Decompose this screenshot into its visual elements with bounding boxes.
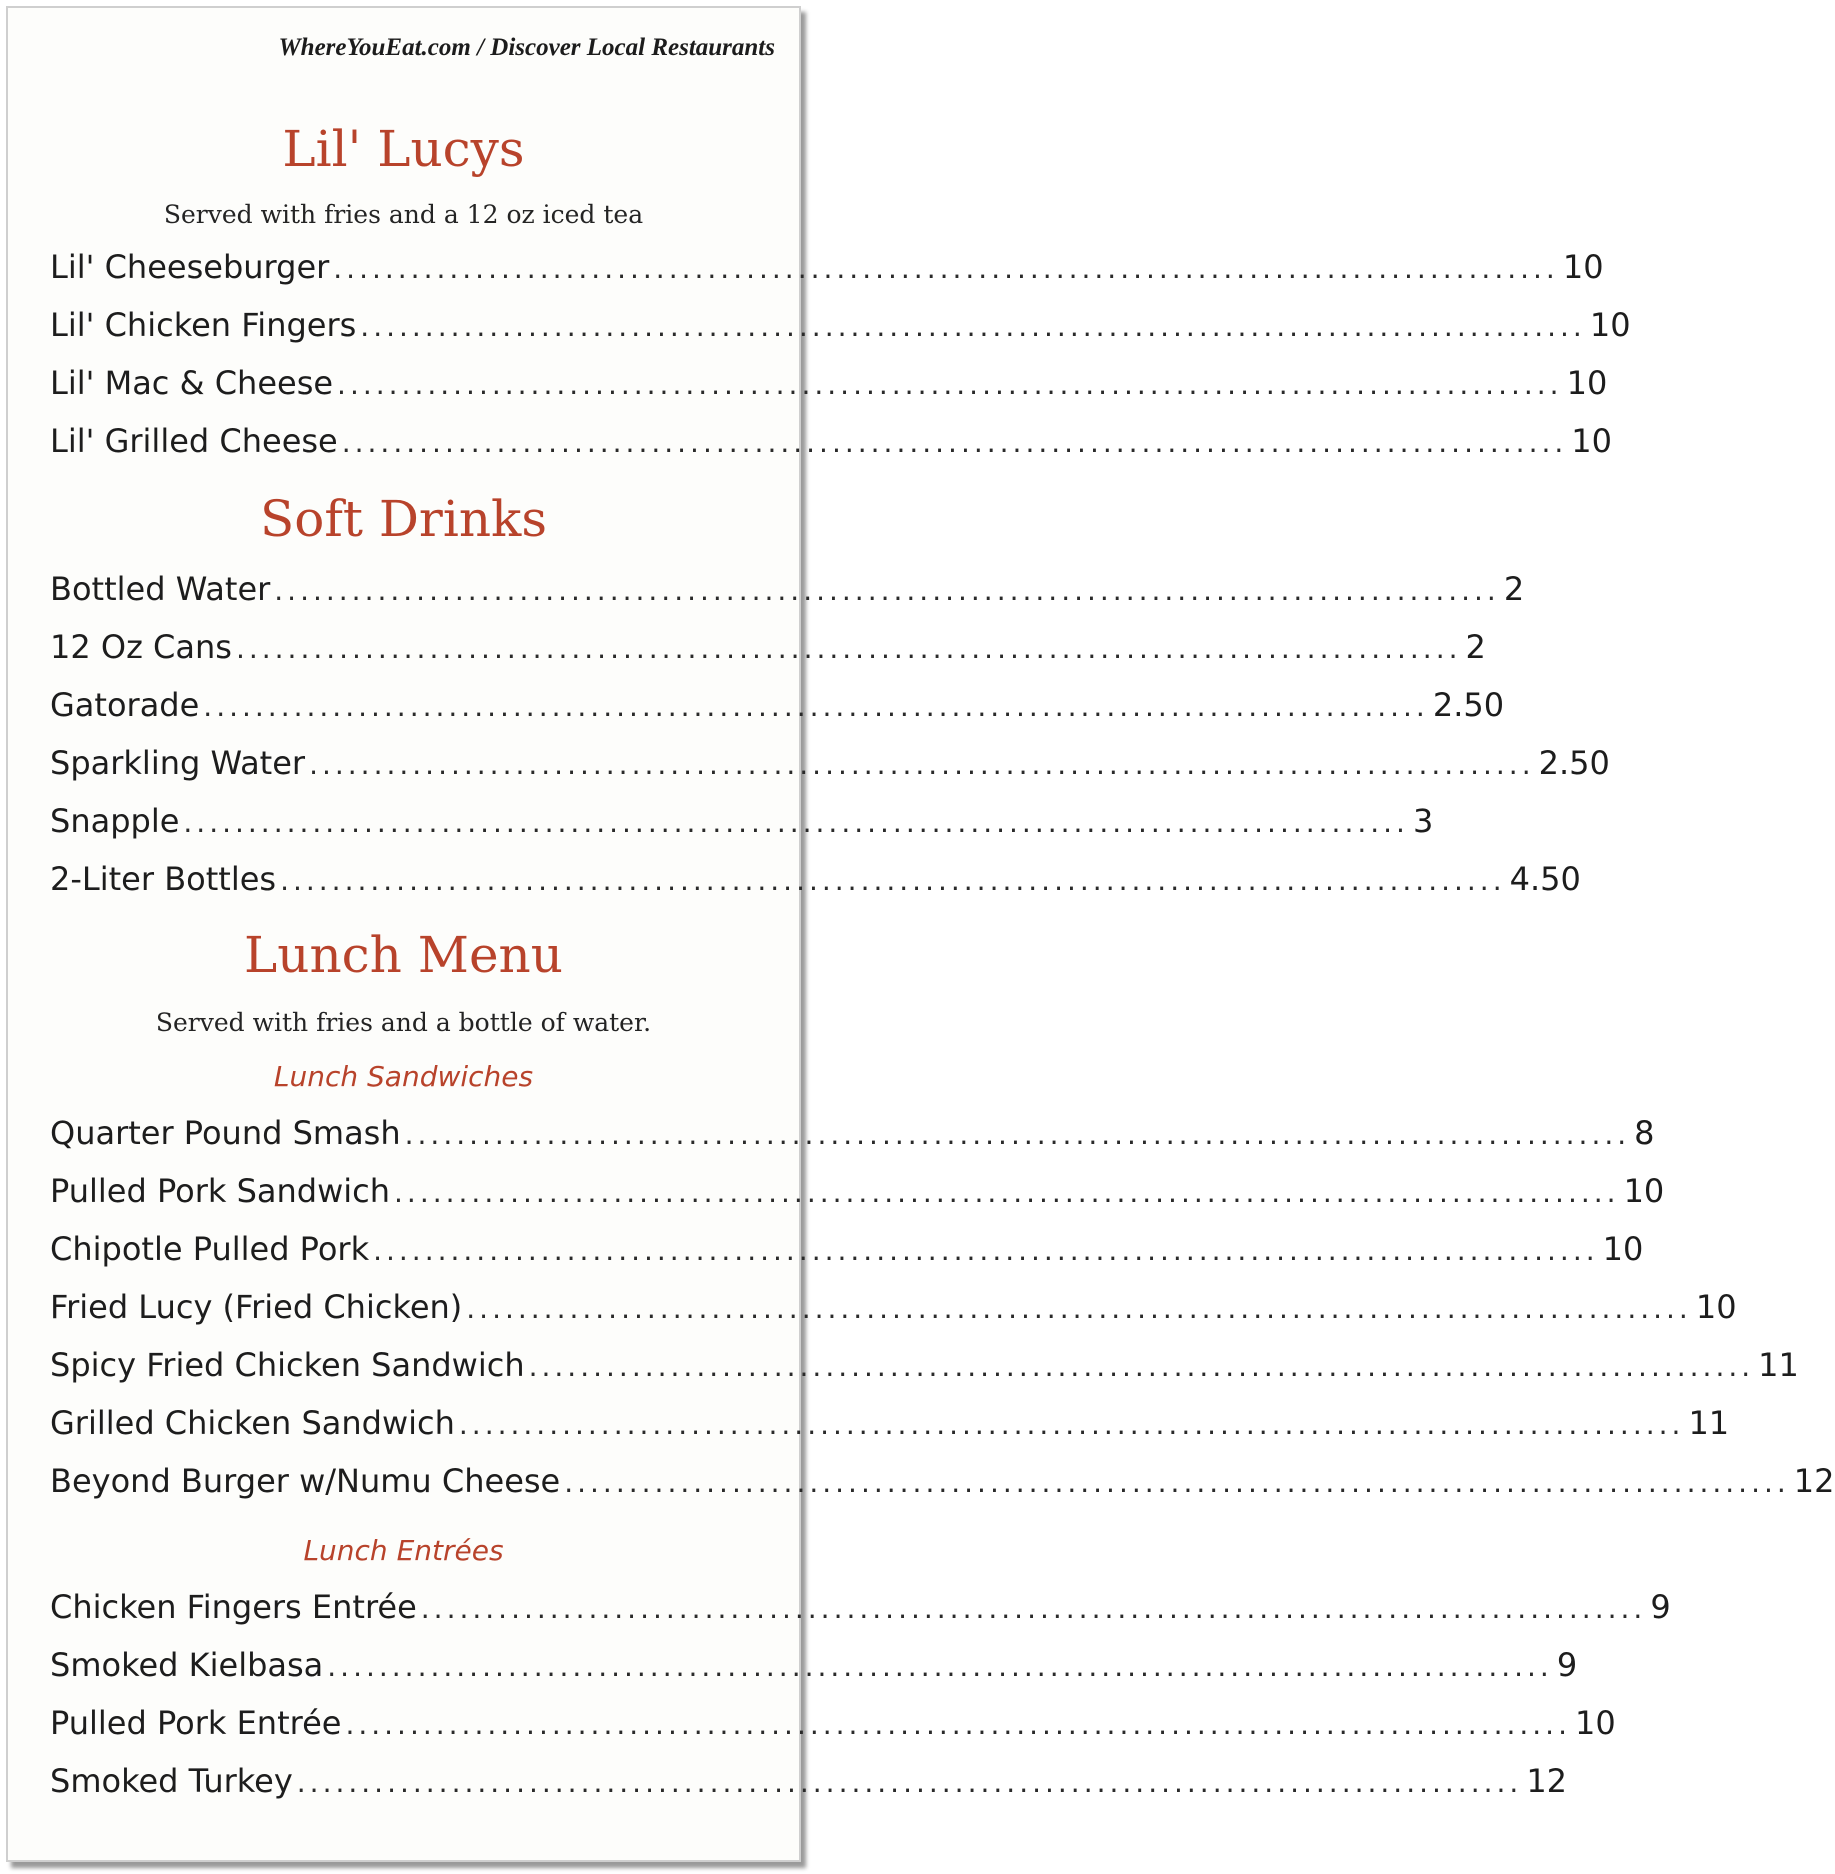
section-title-lunch-menu: Lunch Menu: [244, 926, 563, 984]
subheading-lunch-sandwiches: Lunch Sandwiches: [273, 1060, 534, 1093]
menu-item-name: Gatorade: [50, 686, 200, 724]
menu-item-name: Grilled Chicken Sandwich: [50, 1404, 455, 1442]
dot-leader: ...............................................................................................: [466, 1292, 1692, 1325]
menu-item-name: Lil' Mac & Cheese: [50, 364, 334, 402]
dot-leader: ...............................................................................................: [341, 426, 1568, 459]
menu-item-name: Smoked Turkey: [50, 1762, 293, 1800]
menu-item-name: Fried Lucy (Fried Chicken): [50, 1288, 463, 1326]
dot-leader: ...............................................................................................: [274, 574, 1500, 607]
menu-item: [50, 1172, 1665, 1216]
menu-item-price: 8: [1634, 1114, 1655, 1152]
menu-item-name: Smoked Kielbasa: [50, 1646, 324, 1684]
menu-item: [50, 1704, 1616, 1748]
menu-item: [50, 1588, 1671, 1632]
menu-item-name: Chipotle Pulled Pork: [50, 1230, 370, 1268]
menu-item: [50, 1646, 1578, 1690]
dot-leader: ...............................................................................................: [333, 252, 1559, 285]
menu-item: [50, 1404, 1730, 1448]
menu-item-price: 2.50: [1538, 744, 1610, 782]
dot-leader: ...............................................................................................: [337, 368, 1563, 401]
dot-leader: ...............................................................................................: [280, 864, 1506, 897]
menu-item-price: 10: [1571, 422, 1612, 460]
menu-item-price: 4.50: [1509, 860, 1581, 898]
menu-item-price: 10: [1566, 364, 1608, 402]
menu-item: [50, 802, 1434, 846]
dot-leader: ...............................................................................................: [203, 690, 1429, 723]
menu-item-price: 10: [1602, 1230, 1644, 1268]
menu-item: [50, 1288, 1737, 1332]
section-note-lunch-menu: Served with fries and a bottle of water.: [155, 1008, 652, 1037]
menu-item-name: 12 Oz Cans: [50, 628, 232, 666]
menu-item-name: 2-Liter Bottles: [50, 860, 277, 898]
dot-leader: ...............................................................................................: [420, 1592, 1647, 1625]
menu-item-price: 12: [1526, 1762, 1568, 1800]
menu-item: [50, 744, 1610, 788]
menu-item: [50, 686, 1505, 730]
dot-leader: ...............................................................................................: [296, 1766, 1523, 1799]
menu-item-name: Lil' Cheeseburger: [50, 248, 330, 286]
dot-leader: ...............................................................................................: [458, 1408, 1685, 1441]
menu-item-name: Spicy Fried Chicken Sandwich: [50, 1346, 525, 1384]
dot-leader: ...............................................................................................: [345, 1708, 1571, 1741]
dot-leader: ...............................................................................................: [394, 1176, 1620, 1209]
section-note-lil-lucys: Served with fries and a 12 oz iced tea: [163, 200, 644, 229]
menu-item-price: 3: [1412, 802, 1434, 840]
dot-leader: ...............................................................................................: [373, 1234, 1599, 1267]
section-title-soft-drinks: Soft Drinks: [260, 490, 547, 548]
menu-item: [50, 1762, 1568, 1806]
menu-page: [6, 6, 1835, 1862]
menu-item-price: 9: [1650, 1588, 1671, 1626]
dot-leader: ...............................................................................................: [564, 1466, 1790, 1499]
menu-item: [50, 860, 1581, 904]
menu-item: [50, 628, 1486, 672]
menu-item: [50, 570, 1525, 614]
menu-item-price: 10: [1695, 1288, 1737, 1326]
menu-item: [50, 1462, 1835, 1506]
subheading-lunch-entrees: Lunch Entrées: [303, 1534, 504, 1567]
menu-item: [50, 364, 1608, 408]
menu-item-price: 2: [1503, 570, 1525, 608]
menu-item-price: 10: [1589, 306, 1631, 344]
menu-item-name: Snapple: [50, 802, 180, 840]
menu-item-price: 2.50: [1432, 686, 1505, 724]
menu-item-price: 9: [1556, 1646, 1578, 1684]
dot-leader: ...............................................................................................: [235, 632, 1462, 665]
menu-item-name: Beyond Burger w/Numu Cheese: [50, 1462, 561, 1500]
menu-item-price: 10: [1574, 1704, 1616, 1742]
dot-leader: ...............................................................................................: [183, 806, 1409, 839]
menu-item-price: 10: [1623, 1172, 1665, 1210]
menu-item: [50, 248, 1604, 292]
menu-item-name: Quarter Pound Smash: [50, 1114, 401, 1152]
menu-item-price: 11: [1758, 1346, 1799, 1384]
menu-item: [50, 1346, 1799, 1390]
menu-item: [50, 1114, 1655, 1158]
dot-leader: ...............................................................................................: [404, 1118, 1631, 1151]
menu-item-name: Chicken Fingers Entrée: [50, 1588, 417, 1626]
menu-item-price: 2: [1465, 628, 1486, 666]
menu-item-name: Bottled Water: [50, 570, 271, 608]
menu-item: [50, 422, 1612, 466]
dot-leader: ...............................................................................................: [528, 1350, 1755, 1383]
dot-leader: ...............................................................................................: [327, 1650, 1553, 1683]
menu-item: [50, 1230, 1644, 1274]
section-title-lil-lucys: Lil' Lucys: [282, 120, 525, 178]
dot-leader: ...............................................................................................: [309, 748, 1535, 781]
menu-item-name: Pulled Pork Entrée: [50, 1704, 342, 1742]
menu-item-name: Pulled Pork Sandwich: [50, 1172, 391, 1210]
dot-leader: ...............................................................................................: [360, 310, 1586, 343]
menu-item: [50, 306, 1631, 350]
watermark: WhereYouEat.com / Discover Local Restaurants: [278, 34, 775, 61]
menu-item-name: Sparkling Water: [50, 744, 306, 782]
menu-item-price: 10: [1562, 248, 1604, 286]
menu-item-price: 12: [1793, 1462, 1835, 1500]
menu-item-price: 11: [1688, 1404, 1730, 1442]
menu-item-name: Lil' Chicken Fingers: [50, 306, 357, 344]
menu-item-name: Lil' Grilled Cheese: [50, 422, 338, 460]
